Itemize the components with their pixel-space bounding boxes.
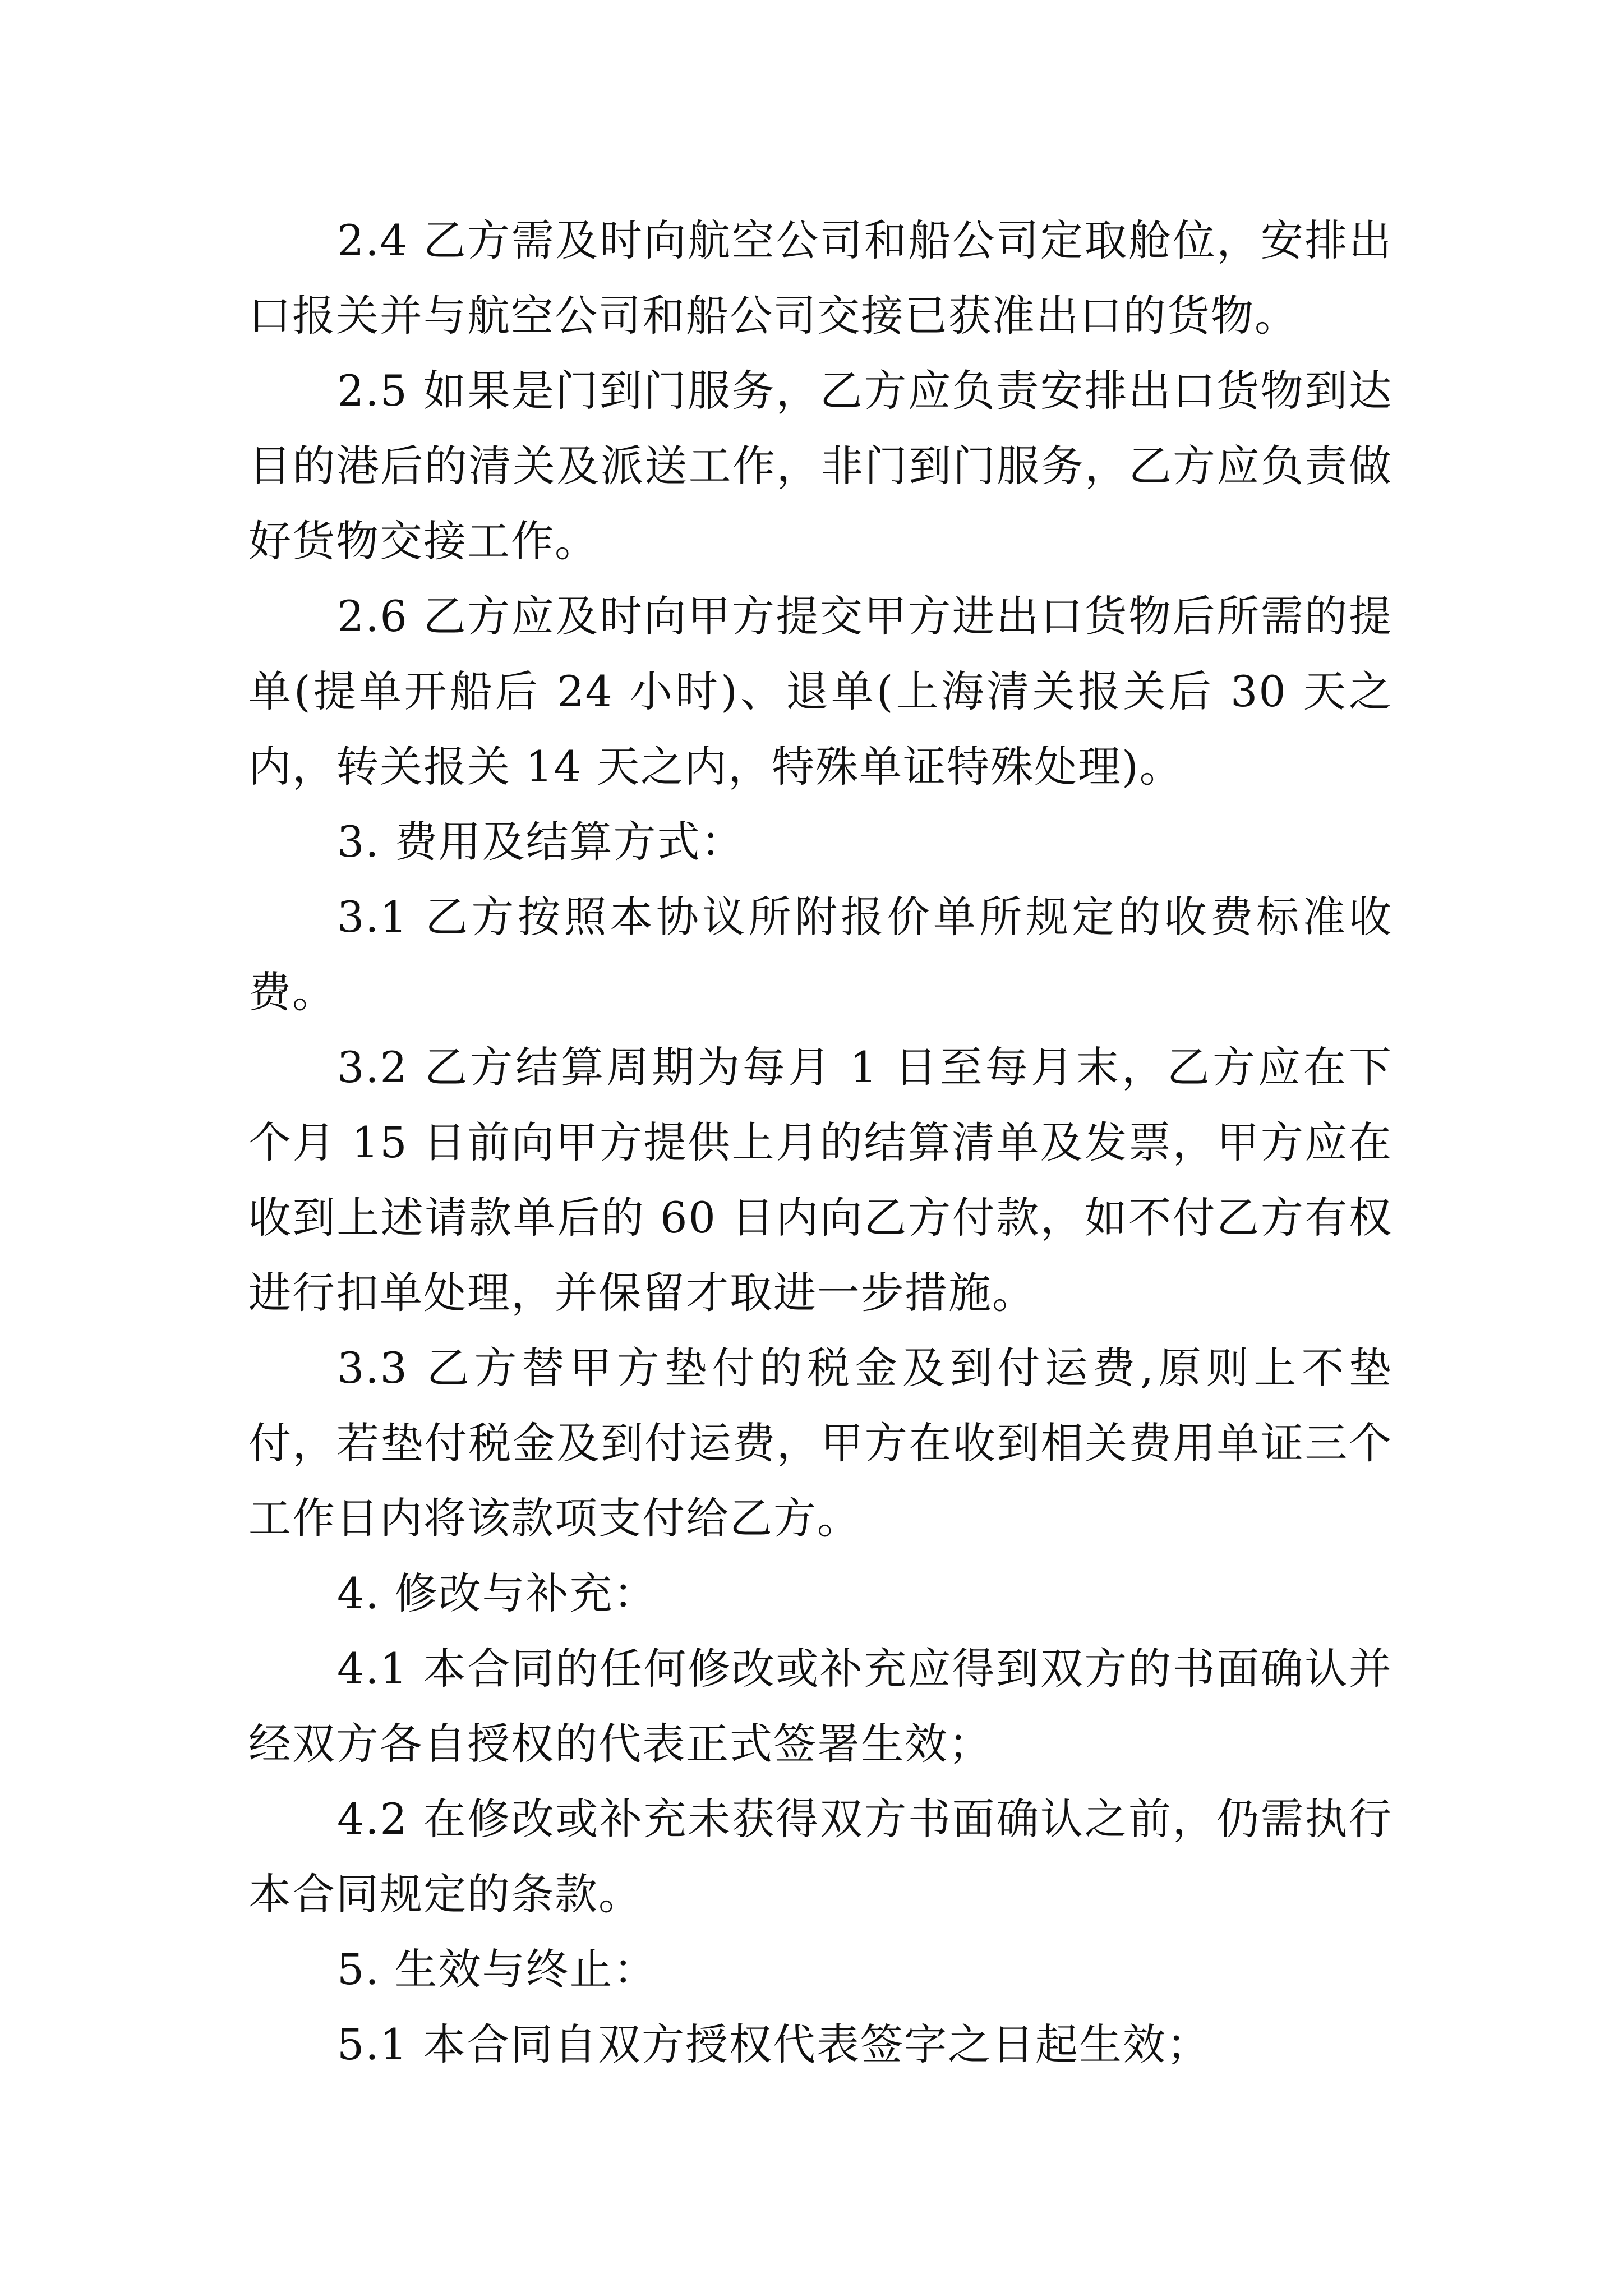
- section-5-heading: 5. 生效与终止：: [337, 1944, 657, 1994]
- clause-5-1: 5.1 本合同自双方授权代表签字之日起生效；: [337, 2019, 1211, 2069]
- clause-2-5: 2.5 如果是门到门服务，乙方应负责安排出口货物到达目的港后的清关及派送工作，非门到门服务，乙方应负责做好货物交接工作。: [248, 366, 1393, 566]
- clause-3-2: 3.2 乙方结算周期为每月 1 日至每月末，乙方应在下个月 15 日前向甲方提供上月的结算清单及发票，甲方应在收到上述请款单后的 60 日内向乙方付款，如不付乙方有权进行扣单处理，并保留才取进一步措施。: [248, 1042, 1393, 1318]
- section-3-heading: 3. 费用及结算方式：: [337, 817, 745, 867]
- clause-4-1: 4.1 本合同的任何修改或补充应得到双方的书面确认并经双方各自授权的代表正式签署生效；: [248, 1644, 1393, 1769]
- section-4-heading: 4. 修改与补充：: [337, 1568, 657, 1618]
- clause-4-2: 4.2 在修改或补充未获得双方书面确认之前，仍需执行本合同规定的条款。: [248, 1794, 1393, 1919]
- clause-3-3: 3.3 乙方替甲方垫付的税金及到付运费,原则上不垫付，若垫付税金及到付运费，甲方在收到相关费用单证三个工作日内将该款项支付给乙方。: [248, 1343, 1393, 1543]
- document-body: [248, 203, 1393, 2082]
- clause-3-1: 3.1 乙方按照本协议所附报价单所规定的收费标准收费。: [248, 892, 1393, 1017]
- clause-2-4: 2.4 乙方需及时向航空公司和船公司定取舱位，安排出口报关并与航空公司和船公司交接已获准出口的货物。: [248, 215, 1393, 341]
- clause-2-6: 2.6 乙方应及时向甲方提交甲方进出口货物后所需的提单(提单开船后 24 小时)、退单(上海清关报关后 30 天之内，转关报关 14 天之内，特殊单证特殊处理)。: [248, 591, 1393, 792]
